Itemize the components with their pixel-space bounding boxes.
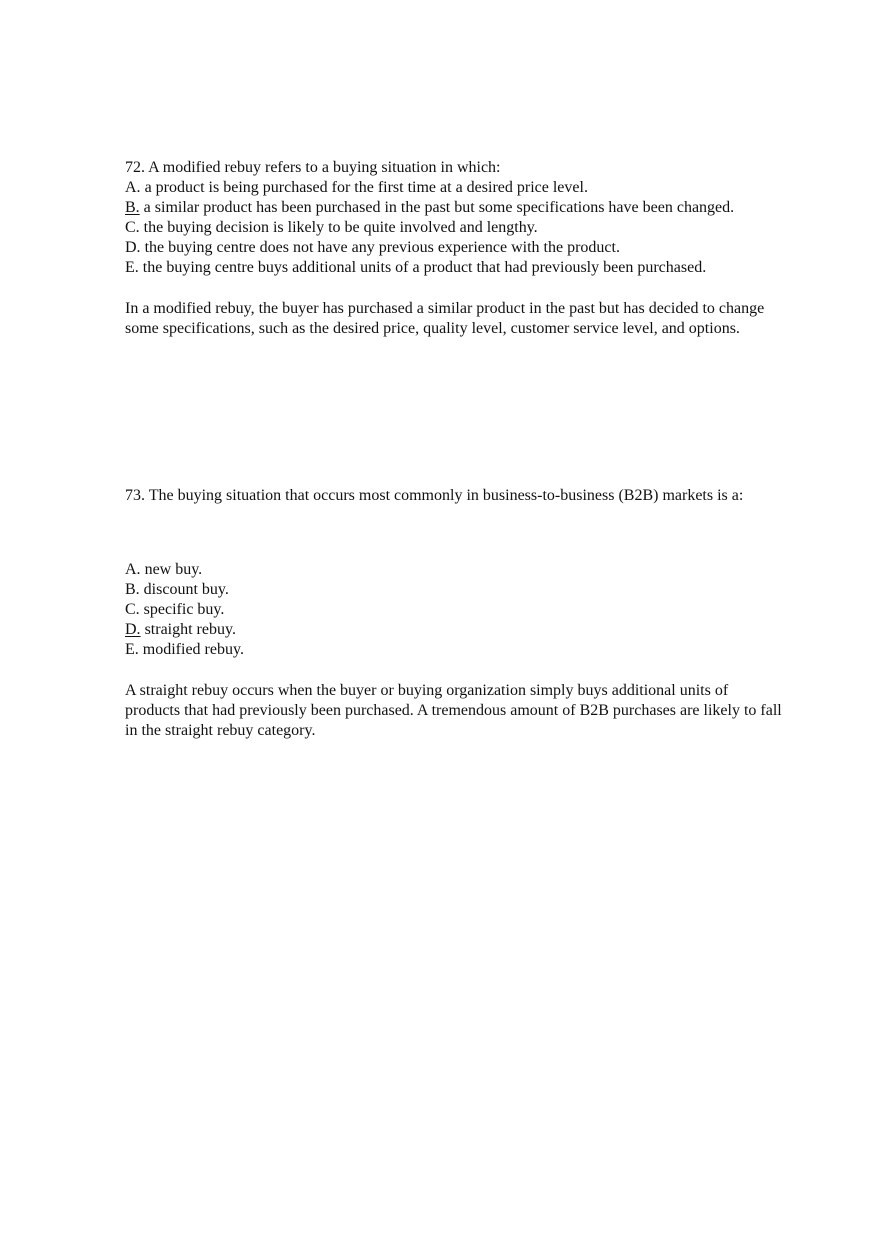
answer-options [125, 560, 785, 660]
question-stem: 72. A modified rebuy refers to a buying situation in which: [125, 159, 501, 176]
option-letter: A. [125, 561, 141, 578]
option-text: modified rebuy. [138, 641, 244, 658]
question-72 [125, 158, 785, 339]
option-d [125, 620, 785, 640]
option-text: the buying centre buys additional units of a product that had previously been purchased. [138, 259, 707, 276]
option-letter: C. [125, 601, 140, 618]
correct-option-letter: B. [125, 199, 140, 216]
option-a [125, 178, 785, 198]
option-b [125, 198, 785, 218]
option-text: new buy. [140, 561, 203, 578]
option-e [125, 258, 785, 278]
option-d [125, 238, 785, 258]
option-a [125, 560, 785, 580]
spacer [125, 506, 785, 560]
option-letter: C. [125, 219, 140, 236]
option-letter: D. [125, 239, 141, 256]
answer-options [125, 178, 785, 278]
option-text: straight rebuy. [140, 621, 236, 638]
option-e [125, 640, 785, 660]
option-text: a product is being purchased for the first time at a desired price level. [140, 179, 588, 196]
option-letter: A. [125, 179, 141, 196]
option-text: a similar product has been purchased in the past but some specifications have been changed. [139, 199, 735, 216]
answer-explanation: A straight rebuy occurs when the buyer or buying organization simply buys additional units of products that had previously been purchased. A tremendous amount of B2B purchases are likely to fall in the straight rebuy category. [125, 682, 782, 739]
answer-explanation: In a modified rebuy, the buyer has purchased a similar product in the past but has decided to change some specifications, such as the desired price, quality level, customer service level, and options. [125, 300, 765, 337]
option-c [125, 218, 785, 238]
question-stem: 73. The buying situation that occurs most commonly in business-to-business (B2B) markets is a: [125, 487, 744, 504]
option-letter: E. [125, 641, 139, 658]
option-c [125, 600, 785, 620]
option-text: the buying centre does not have any previous experience with the product. [140, 239, 620, 256]
option-letter: B. [125, 581, 140, 598]
option-text: specific buy. [139, 601, 225, 618]
option-text: the buying decision is likely to be quite involved and lengthy. [139, 219, 538, 236]
correct-option-letter: D. [125, 621, 141, 638]
option-b [125, 580, 785, 600]
option-text: discount buy. [139, 581, 229, 598]
option-letter: E. [125, 259, 139, 276]
question-73 [125, 486, 785, 741]
